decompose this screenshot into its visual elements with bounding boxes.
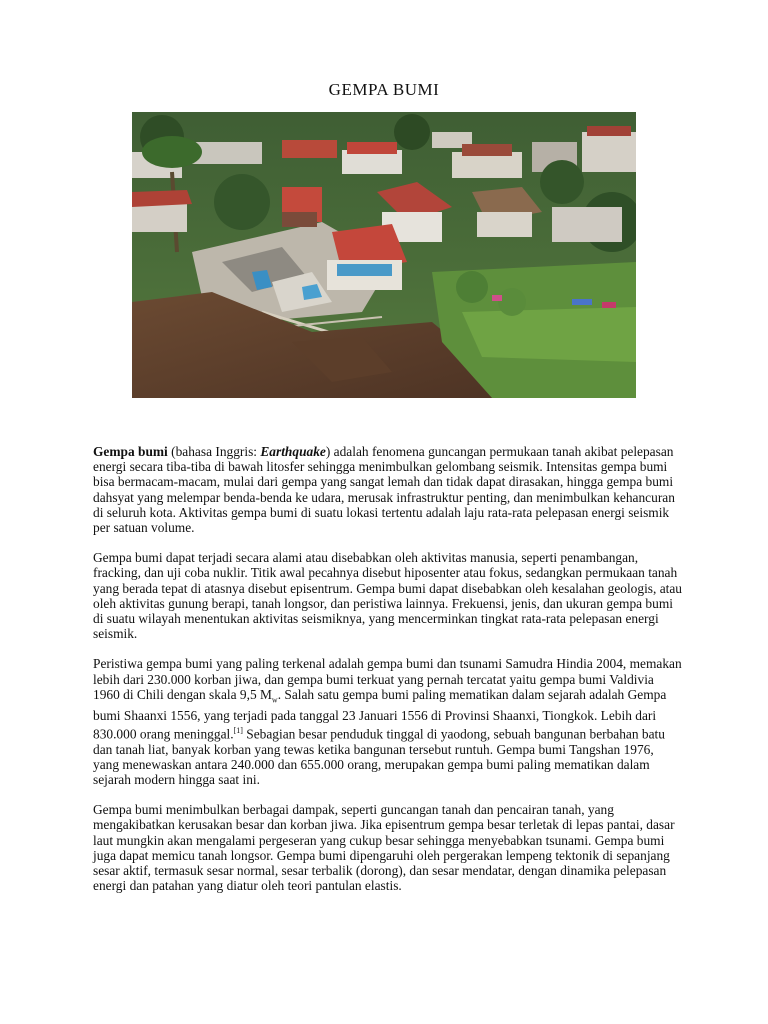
paragraph-4: Gempa bumi menimbulkan berbagai dampak, seperti guncangan tanah dan pencairan tanah, yang mengakibatkan kerusakan besar dan korban jiwa. Jika episentrum gempa besar terletak di lepas pantai, dasar laut mungkin akan mengalami pergeseran yang cukup besar sehingga menyebabkan tsunami. Gempa bumi juga dapat memicu tanah longsor. Gempa bumi dipengaruhi oleh pergerakan lempeng tektonik di sepanjang sesar aktif, termasuk sesar normal, sesar terbalik (dorong), dan sesar mendatar, dengan dinamika pelepasan energi dan patahan yang diatur oleh teori pantulan elastis. [93,802,675,894]
photo-illustration [132,112,636,398]
article-body [93,444,683,908]
term-gempa-bumi: Gempa bumi [93,444,168,459]
paragraph-1-pre: (bahasa Inggris: [167,444,261,459]
magnitude-subscript: w [271,695,278,705]
earthquake-damage-photo [132,112,636,398]
paragraph-1 [93,444,683,535]
term-earthquake: Earthquake [260,444,326,459]
paragraph-3-part-2: . Salah satu gempa bumi paling mematikan dalam sejarah adalah Gempa bumi Shaanxi 1556, yang terjadi pada tanggal 23 Januari 1556 di Provinsi Shaanxi, Tiongkok. Lebih dari 830.000 orang meninggal. [93,686,667,742]
paragraph-2: Gempa bumi dapat terjadi secara alami atau disebabkan oleh aktivitas manusia, seperti penambangan, fracking, dan uji coba nuklir. Titik awal pecahnya disebut hiposenter atau fokus, sedangkan permukaan tanah yang berada tepat di atasnya disebut episentrum. Gempa bumi dapat disebabkan oleh kesalahan geologis, atau oleh aktivitas gunung berapi, tanah longsor, dan peristiwa lainnya. Frekuensi, jenis, dan ukuran gempa bumi di suatu wilayah menentukan aktivitas seismiknya, yang mencerminkan tingkat rata-rata pelepasan energi seismik. [93,550,682,642]
paragraph-1-rest: ) adalah fenomena guncangan permukaan tanah akibat pelepasan energi secara tiba-tiba di bawah litosfer sehingga menimbulkan gelombang seismik. Intensitas gempa bumi bisa bermacam-macam, mulai dari gempa yang sangat lemah dan tidak dapat dirasakan, hingga gempa bumi dahsyat yang melempar benda-benda ke udara, merusak infrastruktur penting, dan menimbulkan kehancuran di seluruh kota. Aktivitas gempa bumi di suatu lokasi tertentu adalah laju rata-rata pelepasan energi seismik per satuan volume. [93,444,675,536]
paragraph-3-part-3: Sebagian besar penduduk tinggal di yaodong, sebuah bangunan berbahan batu dan tanah liat, banyak korban yang tewas ketika bangunan tersebut runtuh. Gempa bumi Tangshan 1976, yang menewaskan antara 240.000 dan 655.000 orang, merupakan gempa bumi paling mematikan dalam sejarah modern hingga saat ini. [93,726,665,787]
paragraph-3-part-1: Peristiwa gempa bumi yang paling terkenal adalah gempa bumi dan tsunami Samudra Hindia 2004, memakan lebih dari 230.000 korban jiwa, dan gempa bumi terkuat yang pernah tercatat yaitu gempa bumi Valdivia 1960 di Chili dengan skala 9,5 M [93,656,682,702]
paragraph-3 [93,656,683,787]
reference-link[interactable]: [1] [233,725,243,735]
document-title: GEMPA BUMI [328,80,440,99]
